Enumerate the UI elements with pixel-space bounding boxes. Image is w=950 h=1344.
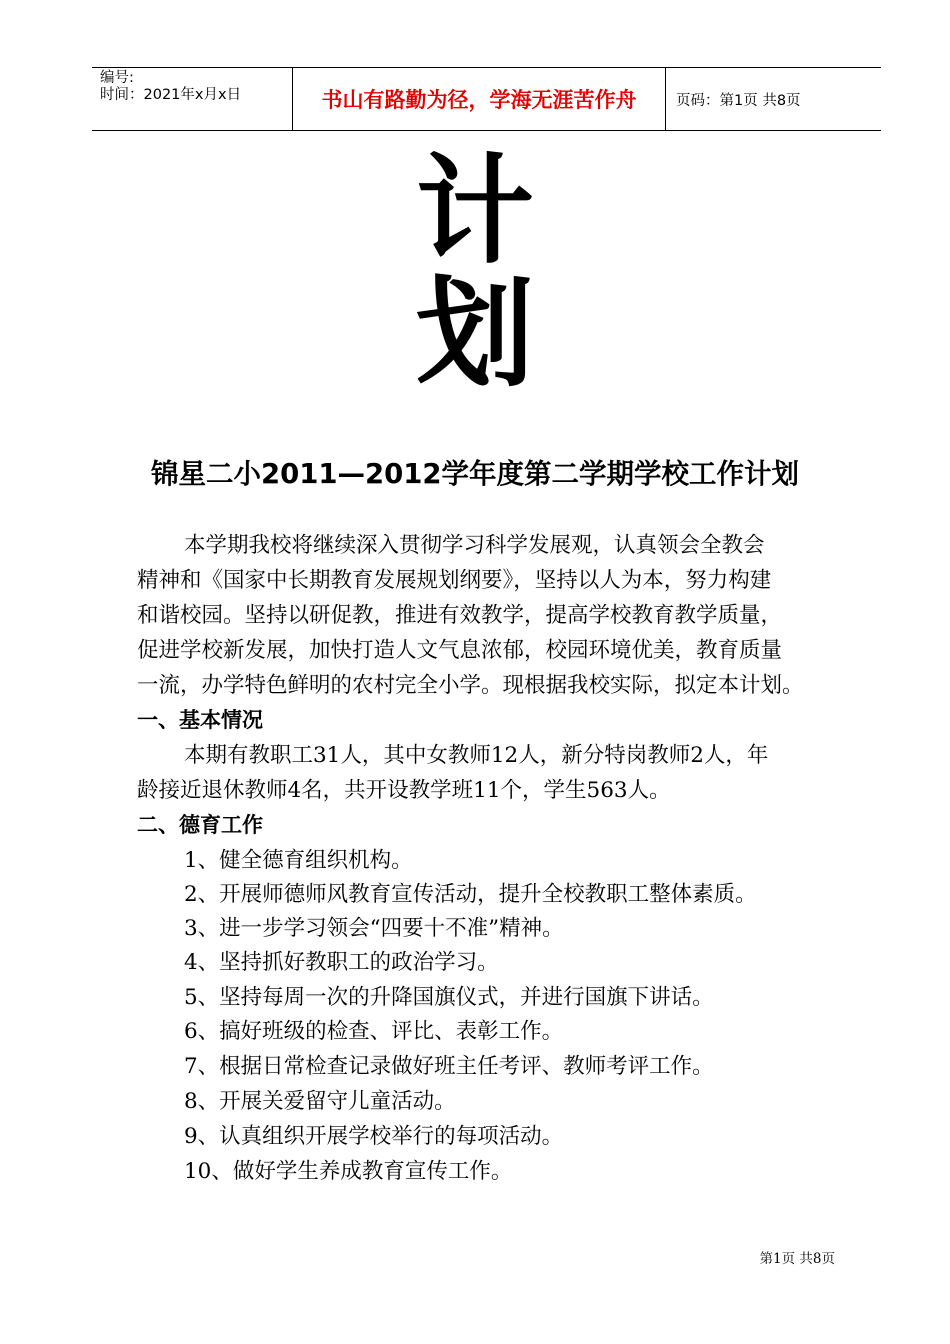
list-item: 6、搞好班级的检查、评比、表彰工作。 [184,1019,564,1044]
intro-line: 和谐校园。坚持以研促教，推进有效教学，提高学校教育教学质量， [137,603,783,628]
header-meta [92,68,293,130]
number-label: 编号: [100,70,134,86]
time-label: 时间：2021年x月x日 [100,87,242,103]
list-item: 2、开展师德师风教育宣传活动，提升全校教职工整体素质。 [184,882,757,907]
list-item: 3、进一步学习领会“四要十不准”精神。 [184,916,564,941]
section-heading: 一、基本情况 [137,708,263,732]
list-item: 1、健全德育组织机构。 [184,848,413,873]
page-header [92,67,881,131]
list-item: 4、坚持抓好教职工的政治学习。 [184,950,499,975]
document-title: 锦星二小2011—2012学年度第二学期学校工作计划 [150,458,800,490]
list-item: 9、认真组织开展学校举行的每项活动。 [184,1124,564,1149]
section-1-line: 龄接近退休教师4名，共开设教学班11个，学生563人。 [137,778,671,803]
intro-line: 本学期我校将继续深入贯彻学习科学发展观，认真领会全教会 [184,533,765,558]
intro-line: 精神和《国家中长期教育发展规划纲要》，坚持以人为本，努力构建 [137,568,772,593]
cover-char-2: 划 [415,265,534,403]
list-item: 8、开展关爱留守儿童活动。 [184,1089,456,1114]
intro-line: 促进学校新发展，加快打造人文气息浓郁，校园环境优美，教育质量 [137,638,783,663]
section-1-line: 本期有教职工31人，其中女教师12人，新分特岗教师2人，年 [184,743,769,768]
list-item: 5、坚持每周一次的升降国旗仪式，并进行国旗下讲话。 [184,985,714,1010]
list-item: 10、做好学生养成教育宣传工作。 [184,1159,513,1184]
cover-char-1: 计 [415,142,534,280]
header-motto: 书山有路勤为径，学海无涯苦作舟 [293,68,666,130]
page-footer: 第1页 共8页 [759,1251,835,1267]
intro-line: 一流，办学特色鲜明的农村完全小学。现根据我校实际，拟定本计划。 [137,673,804,698]
header-page-info: 页码：第1页 共8页 [676,92,801,109]
list-item: 7、根据日常检查记录做好班主任考评、教师考评工作。 [184,1054,714,1079]
section-heading: 二、德育工作 [137,813,263,837]
